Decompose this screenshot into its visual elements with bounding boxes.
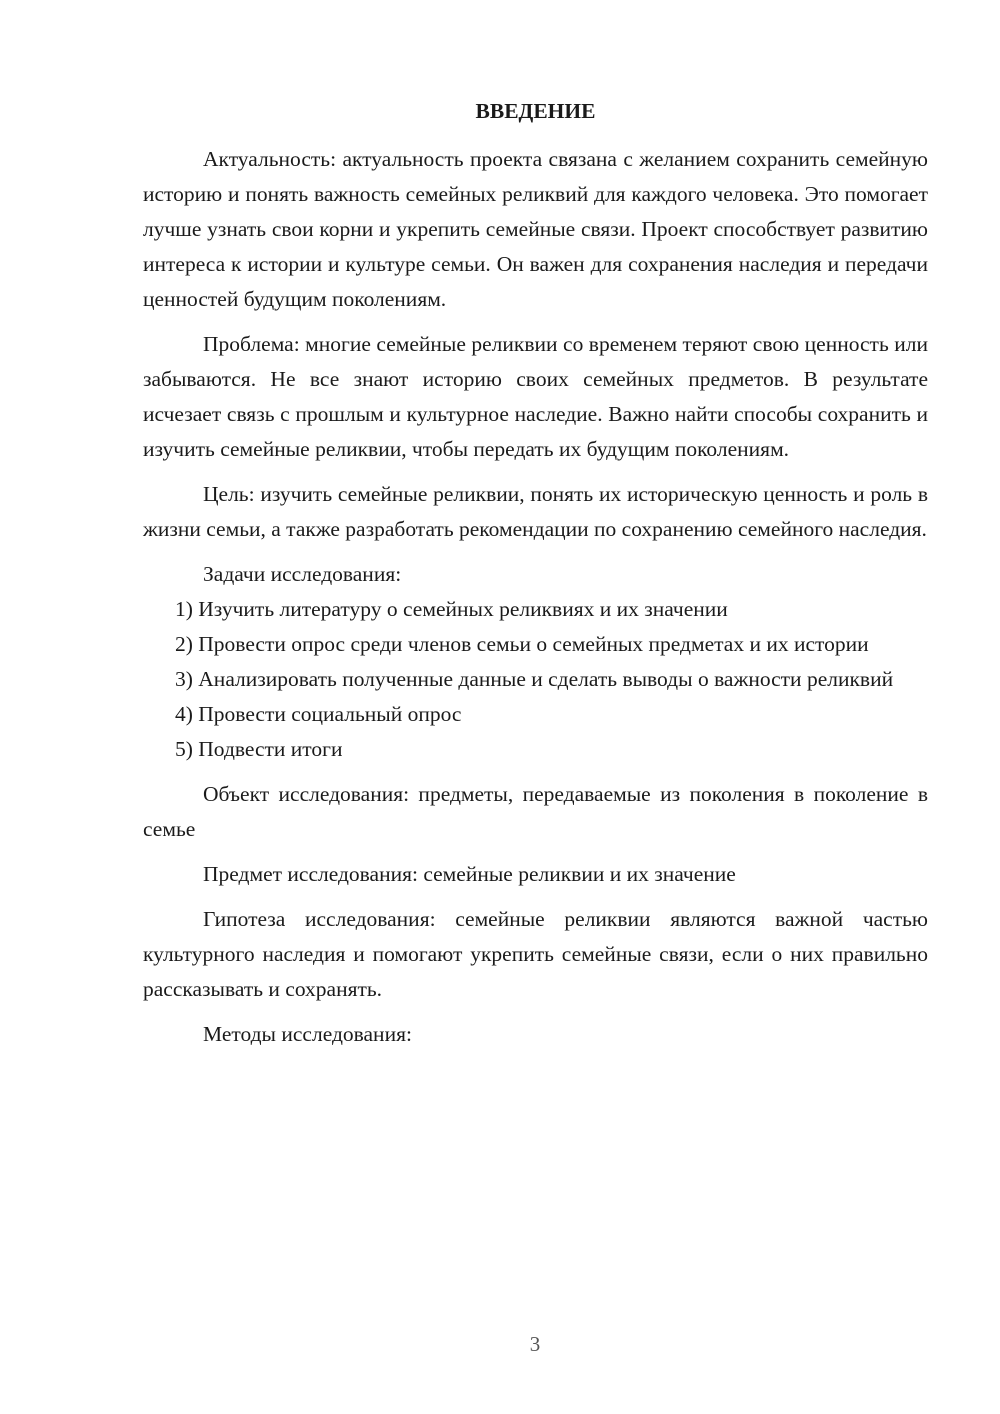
goal-paragraph: Цель: изучить семейные реликвии, понять их историческую ценность и роль в жизни семьи, а также разработать рекомендации по сохранению семейного наследия. (143, 482, 928, 541)
task-item-4: 4) Провести социальный опрос (175, 702, 462, 726)
task-item-5: 5) Подвести итоги (175, 737, 343, 761)
task-item-3: 3) Анализировать полученные данные и сделать выводы о важности реликвий (175, 667, 894, 691)
methods-title: Методы исследования: (203, 1022, 412, 1046)
problem-paragraph: Проблема: многие семейные реликвии со временем теряют свою ценность или забываются. Не все знают историю своих семейных предметов. В результате исчезает связь с прошлым и культурное наследие. Важно найти способы сохранить и изучить семейные реликвии, чтобы передать их будущим поколениям. (143, 332, 928, 461)
object-paragraph: Объект исследования: предметы, передаваемые из поколения в поколение в семье (143, 782, 928, 841)
relevance-paragraph: Актуальность: актуальность проекта связана с желанием сохранить семейную историю и понять важность семейных реликвий для каждого человека. Это помогает лучше узнать свои корни и укрепить семейные связи. Проект способствует развитию интереса к истории и культуре семьи. Он важен для сохранения наследия и передачи ценностей будущим поколениям. (143, 147, 928, 311)
tasks-title: Задачи исследования: (203, 562, 402, 586)
subject-paragraph: Предмет исследования: семейные реликвии и их значение (203, 862, 736, 886)
hypothesis-paragraph: Гипотеза исследования: семейные реликвии являются важной частью культурного наследия и помогают укрепить семейные связи, если о них правильно рассказывать и сохранять. (143, 907, 928, 1001)
section-heading: ВВЕДЕНИЕ (475, 99, 596, 123)
document-page (143, 96, 928, 1052)
page-number: 3 (529, 1332, 541, 1356)
task-item-1: 1) Изучить литературу о семейных реликвиях и их значении (175, 597, 728, 621)
task-item-2: 2) Провести опрос среди членов семьи о семейных предметах и их истории (175, 632, 869, 656)
